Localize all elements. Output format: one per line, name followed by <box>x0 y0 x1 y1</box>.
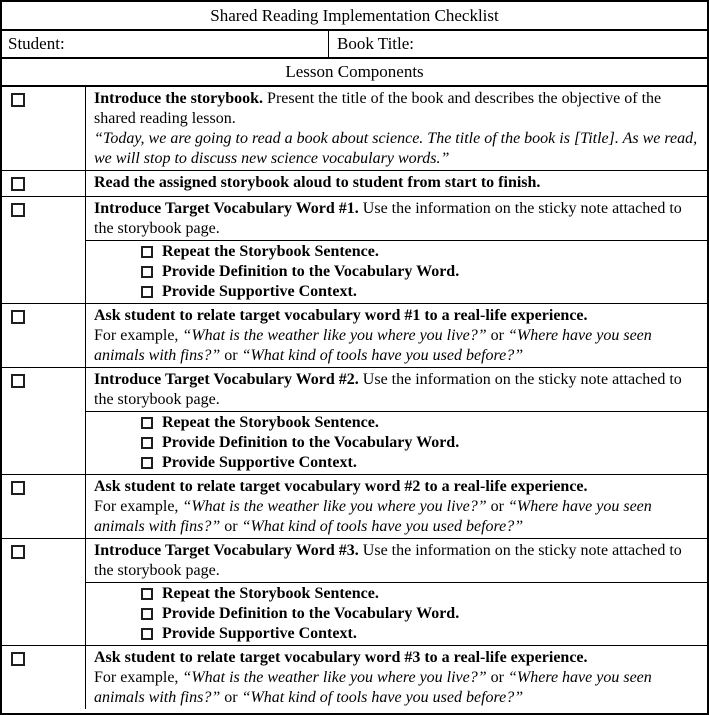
text-segment: “What is the weather like you where you live?” <box>182 498 487 515</box>
row-checkbox[interactable] <box>11 545 25 559</box>
checklist-row <box>2 197 707 304</box>
row-text <box>86 171 707 194</box>
text-segment: “Where have you seen animals with fins?” <box>94 669 652 706</box>
paragraph <box>94 306 698 326</box>
row-text <box>86 539 707 582</box>
text-segment: Ask student to relate target vocabulary word #2 to a real-life experience. <box>94 478 588 495</box>
sub-checkbox[interactable] <box>141 286 153 298</box>
paragraph <box>94 89 698 129</box>
text-segment: Present the title of the book and describes the objective of the shared reading lesson. <box>94 90 662 127</box>
row-content <box>86 304 707 367</box>
sub-checklist-item <box>141 584 699 604</box>
paragraph <box>94 668 698 708</box>
sub-checklist <box>86 240 707 303</box>
document-title-row <box>2 2 707 31</box>
text-segment: “Today, we are going to read a book about science. The title of the book is [Title]. As we read, we will stop to discuss new science vocabulary words.” <box>94 130 698 167</box>
text-segment: Introduce the storybook. <box>94 90 264 107</box>
sub-item-label: Provide Supportive Context. <box>162 454 357 471</box>
lesson-components-table <box>2 87 707 709</box>
text-segment: or <box>486 498 508 515</box>
section-header: Lesson Components <box>285 62 424 81</box>
paragraph <box>94 497 698 537</box>
text-segment: For example, <box>94 327 183 344</box>
sub-item-label: Repeat the Storybook Sentence. <box>162 243 379 260</box>
checklist-row <box>2 539 707 646</box>
checklist-row <box>2 171 707 197</box>
sub-item-label: Repeat the Storybook Sentence. <box>162 414 379 431</box>
sub-item-label: Repeat the Storybook Sentence. <box>162 585 379 602</box>
sub-checkbox[interactable] <box>141 628 153 640</box>
document-title: Shared Reading Implementation Checklist <box>210 5 499 25</box>
text-segment: or <box>220 518 242 535</box>
checkbox-cell <box>2 475 86 538</box>
text-segment: “What is the weather like you where you live?” <box>182 327 487 344</box>
row-text <box>86 304 707 367</box>
sub-checkbox[interactable] <box>141 437 153 449</box>
checklist-row <box>2 475 707 539</box>
sub-item-label: Provide Definition to the Vocabulary Word. <box>162 605 460 622</box>
checkbox-cell <box>2 539 86 645</box>
row-content <box>86 539 707 645</box>
text-segment: “What kind of tools have you used before?” <box>241 518 524 535</box>
row-checkbox[interactable] <box>11 652 25 666</box>
checkbox-cell <box>2 171 86 196</box>
row-checkbox[interactable] <box>11 203 25 217</box>
sub-item-label: Provide Definition to the Vocabulary Word. <box>162 263 460 280</box>
paragraph <box>94 199 698 239</box>
checkbox-cell <box>2 304 86 367</box>
row-content <box>86 87 707 170</box>
row-checkbox[interactable] <box>11 93 25 107</box>
sub-checklist-item <box>141 604 699 624</box>
row-text <box>86 197 707 240</box>
row-content <box>86 646 707 709</box>
text-segment: “Where have you seen animals with fins?” <box>94 498 652 535</box>
text-segment: Use the information on the sticky note attached to the storybook page. <box>94 542 682 579</box>
text-segment: Read the assigned storybook aloud to student from start to finish. <box>94 174 541 191</box>
checklist-row <box>2 368 707 475</box>
row-content <box>86 475 707 538</box>
sub-checklist <box>86 582 707 645</box>
sub-checklist-item <box>141 433 699 453</box>
paragraph <box>94 326 698 366</box>
sub-item-label: Provide Definition to the Vocabulary Word. <box>162 434 460 451</box>
paragraph <box>94 173 698 193</box>
sub-checkbox[interactable] <box>141 588 153 600</box>
text-segment: Ask student to relate target vocabulary word #1 to a real-life experience. <box>94 307 588 324</box>
sub-checkbox[interactable] <box>141 608 153 620</box>
sub-checkbox[interactable] <box>141 417 153 429</box>
sub-checklist-item <box>141 624 699 644</box>
fields-row <box>2 31 707 59</box>
book-title-field-cell[interactable] <box>329 31 707 57</box>
sub-checkbox[interactable] <box>141 266 153 278</box>
text-segment: Introduce Target Vocabulary Word #1. <box>94 200 359 217</box>
text-segment: or <box>220 689 242 706</box>
text-segment: or <box>486 327 508 344</box>
text-segment: Use the information on the sticky note attached to the storybook page. <box>94 371 682 408</box>
checklist-row <box>2 87 707 171</box>
book-title-label: Book Title: <box>337 34 415 53</box>
checkbox-cell <box>2 646 86 709</box>
checkbox-cell <box>2 197 86 303</box>
sub-checklist <box>86 411 707 474</box>
checklist-row <box>2 646 707 709</box>
student-field-cell[interactable] <box>2 31 329 57</box>
section-header-row <box>2 59 707 87</box>
sub-checklist-item <box>141 262 699 282</box>
sub-checkbox[interactable] <box>141 246 153 258</box>
row-checkbox[interactable] <box>11 310 25 324</box>
text-segment: or <box>486 669 508 686</box>
paragraph <box>94 129 698 169</box>
paragraph <box>94 541 698 581</box>
row-content <box>86 171 707 196</box>
row-text <box>86 475 707 538</box>
text-segment: “Where have you seen animals with fins?” <box>94 327 652 364</box>
row-content <box>86 197 707 303</box>
text-segment: “What kind of tools have you used before?” <box>241 347 524 364</box>
row-checkbox[interactable] <box>11 374 25 388</box>
row-checkbox[interactable] <box>11 177 25 191</box>
text-segment: Introduce Target Vocabulary Word #3. <box>94 542 359 559</box>
row-text <box>86 87 707 170</box>
sub-item-label: Provide Supportive Context. <box>162 625 357 642</box>
paragraph <box>94 648 698 668</box>
sub-checklist-item <box>141 242 699 262</box>
sub-checklist-item <box>141 282 699 302</box>
sub-item-label: Provide Supportive Context. <box>162 283 357 300</box>
checkbox-cell <box>2 368 86 474</box>
sub-checkbox[interactable] <box>141 457 153 469</box>
row-checkbox[interactable] <box>11 481 25 495</box>
row-content <box>86 368 707 474</box>
text-segment: For example, <box>94 669 183 686</box>
text-segment: Introduce Target Vocabulary Word #2. <box>94 371 359 388</box>
text-segment: For example, <box>94 498 183 515</box>
text-segment: Use the information on the sticky note attached to the storybook page. <box>94 200 682 237</box>
text-segment: “What kind of tools have you used before?” <box>241 689 524 706</box>
text-segment: Ask student to relate target vocabulary word #3 to a real-life experience. <box>94 649 588 666</box>
sub-checklist-item <box>141 413 699 433</box>
student-label: Student: <box>8 34 65 53</box>
checkbox-cell <box>2 87 86 170</box>
paragraph <box>94 477 698 497</box>
text-segment: or <box>220 347 242 364</box>
paragraph <box>94 370 698 410</box>
checklist-row <box>2 304 707 368</box>
sub-checklist-item <box>141 453 699 473</box>
text-segment: “What is the weather like you where you live?” <box>182 669 487 686</box>
row-text <box>86 368 707 411</box>
row-text <box>86 646 707 709</box>
